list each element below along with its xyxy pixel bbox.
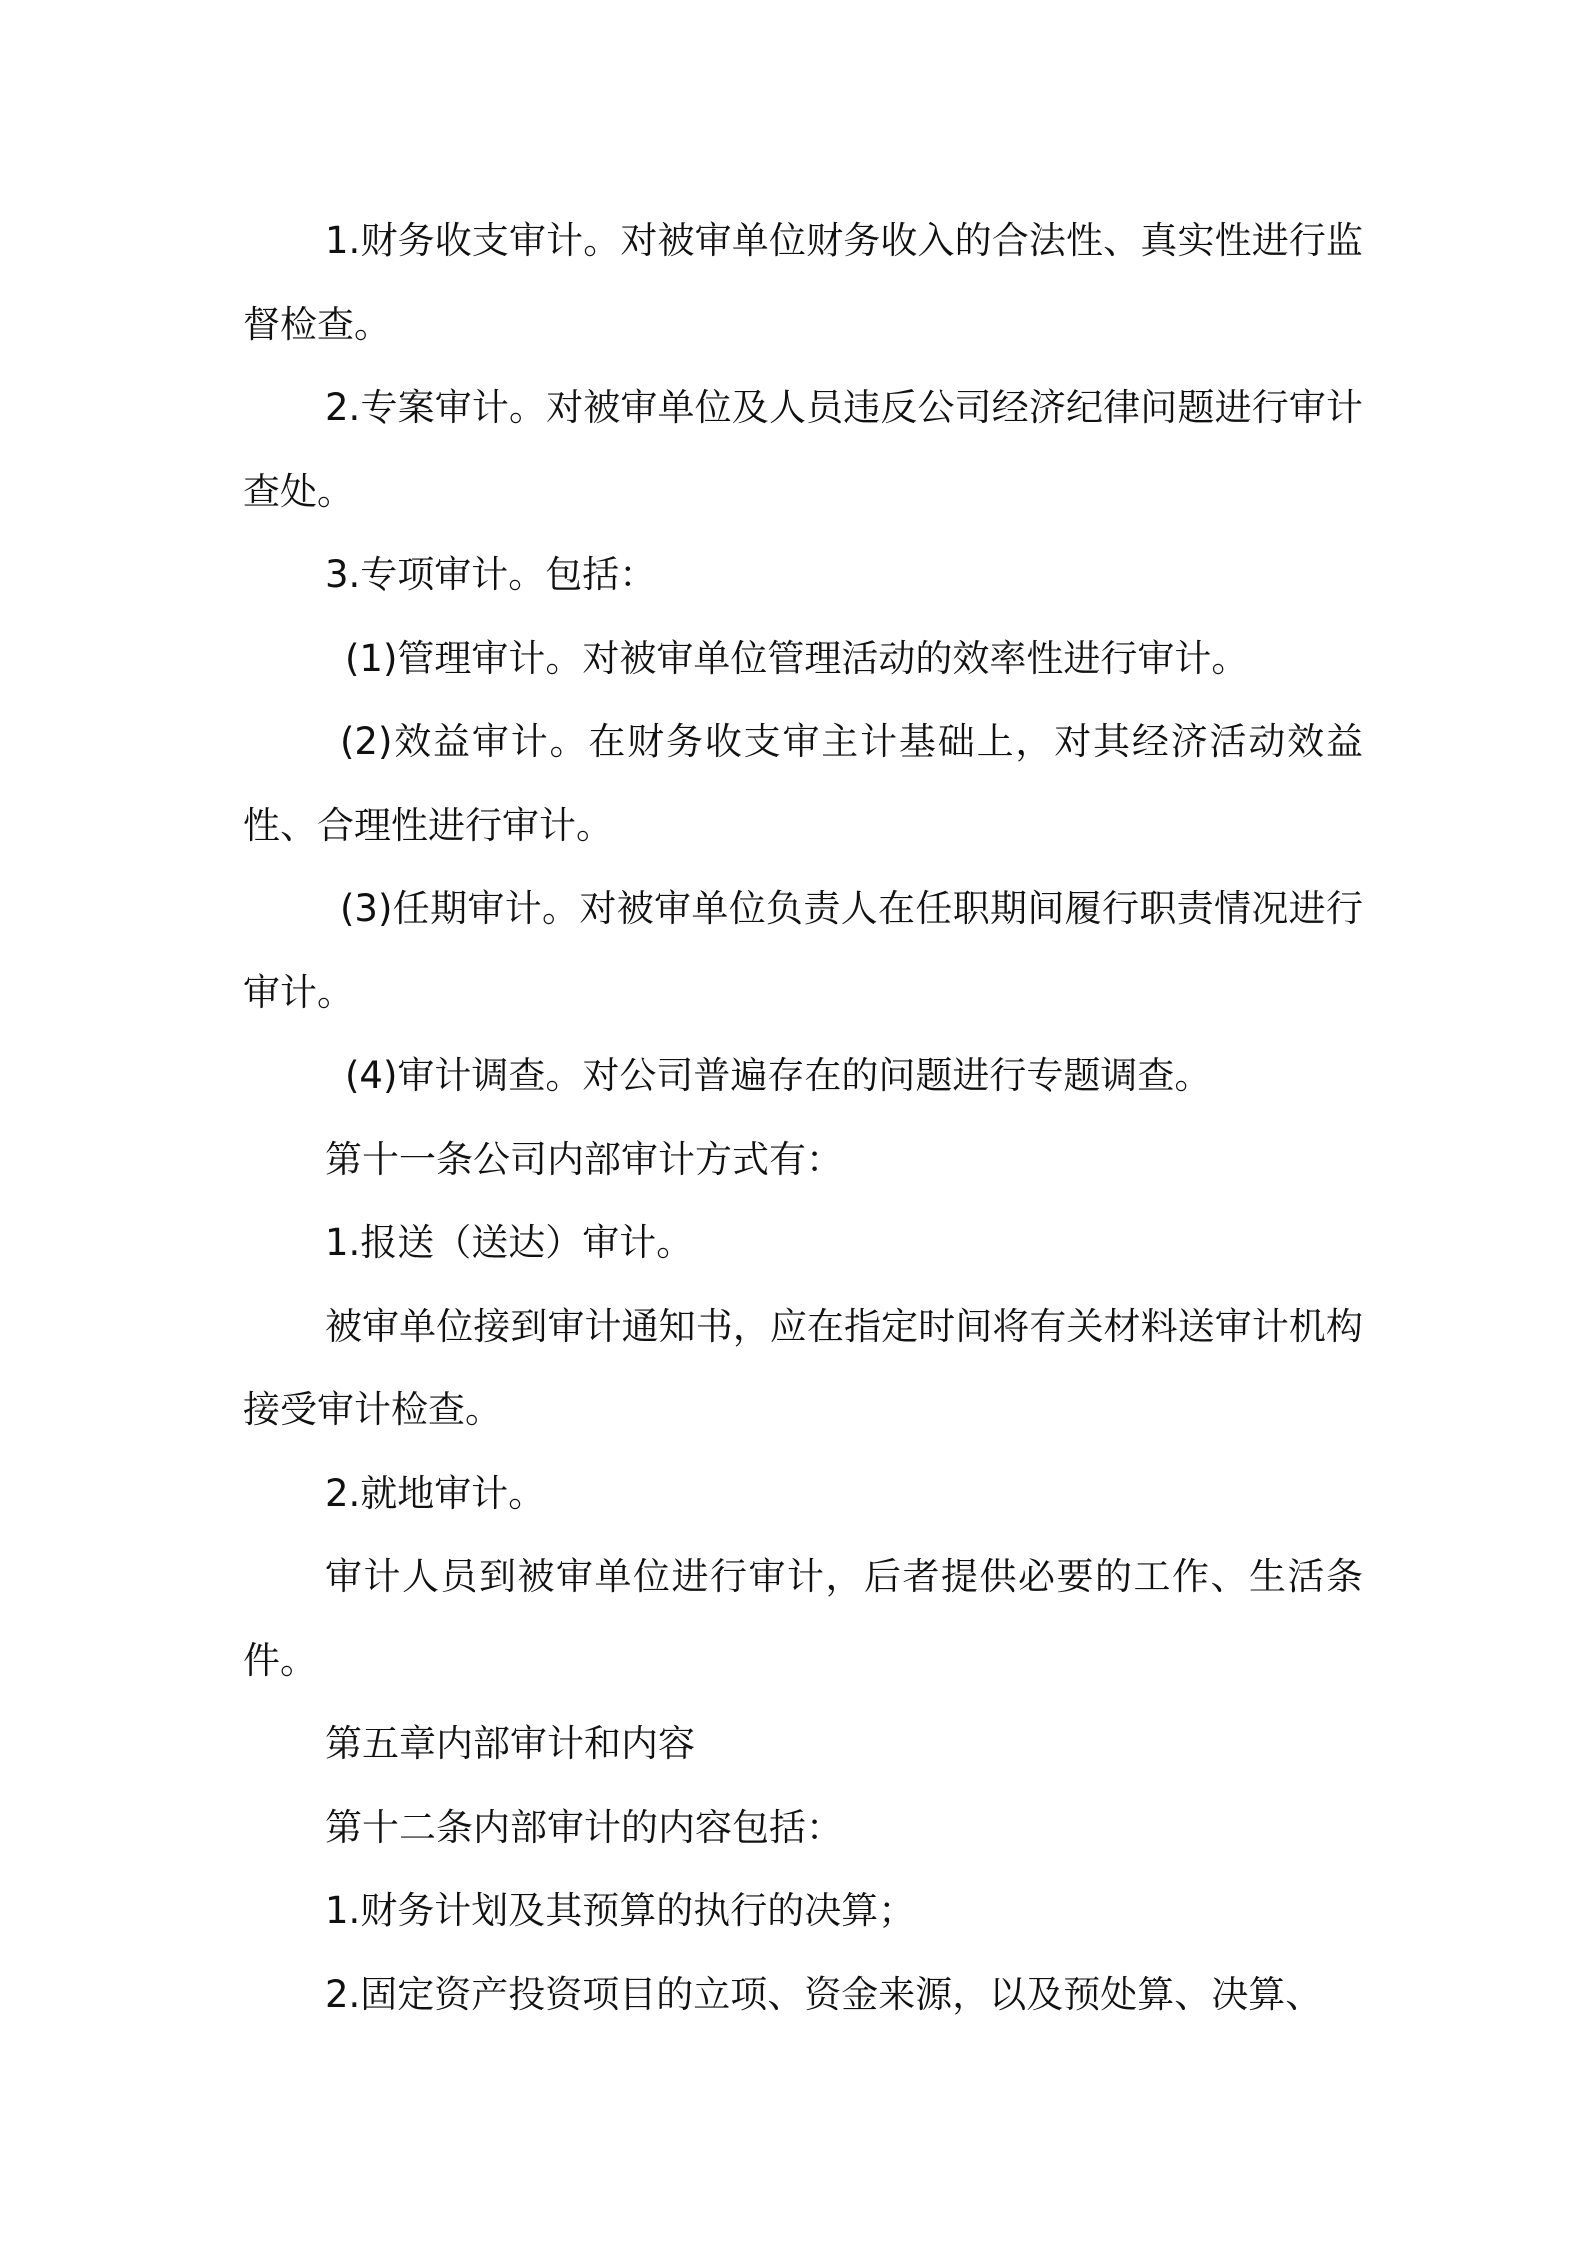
- paragraph-financial-audit: 1.财务收支审计。对被审单位财务收入的合法性、真实性进行监督检查。: [243, 219, 1363, 346]
- chapter-heading-5: 第五章内部审计和内容: [325, 1722, 695, 1765]
- paragraph-management-audit: (1)管理审计。对被审单位管理活动的效率性进行审计。: [345, 636, 1249, 680]
- paragraph-onsite-audit: 2.就地审计。: [325, 1471, 546, 1515]
- paragraph-special-audit: 3.专项审计。包括：: [325, 553, 657, 596]
- paragraph-audit-investigation: (4)审计调查。对公司普遍存在的问题进行专题调查。: [345, 1054, 1212, 1097]
- paragraph-article-11: 第十一条公司内部审计方式有：: [325, 1137, 843, 1181]
- paragraph-submission-detail: 被审单位接到审计通知书，应在指定时间将有关材料送审计机构接受审计检查。: [243, 1304, 1363, 1431]
- paragraph-onsite-detail: 审计人员到被审单位进行审计，后者提供必要的工作、生活条件。: [243, 1555, 1363, 1682]
- paragraph-article-12: 第十二条内部审计的内容包括：: [325, 1805, 843, 1849]
- paragraph-tenure-audit: (3)任期审计。对被审单位负责人在任职期间履行职责情况进行审计。: [243, 887, 1363, 1014]
- paragraph-budget-execution: 1.财务计划及其预算的执行的决算；: [325, 1889, 916, 1932]
- paragraph-benefit-audit: (2)效益审计。在财务收支审主计基础上，对其经济活动效益性、合理性进行审计。: [243, 720, 1363, 847]
- document-body: [243, 199, 1363, 2036]
- paragraph-submission-audit: 1.报送（送达）审计。: [325, 1221, 694, 1264]
- paragraph-case-audit: 2.专案审计。对被审单位及人员违反公司经济纪律问题进行审计查处。: [243, 386, 1363, 513]
- paragraph-fixed-assets: 2.固定资产投资项目的立项、资金来源，以及预处算、决算、: [325, 1972, 1323, 2016]
